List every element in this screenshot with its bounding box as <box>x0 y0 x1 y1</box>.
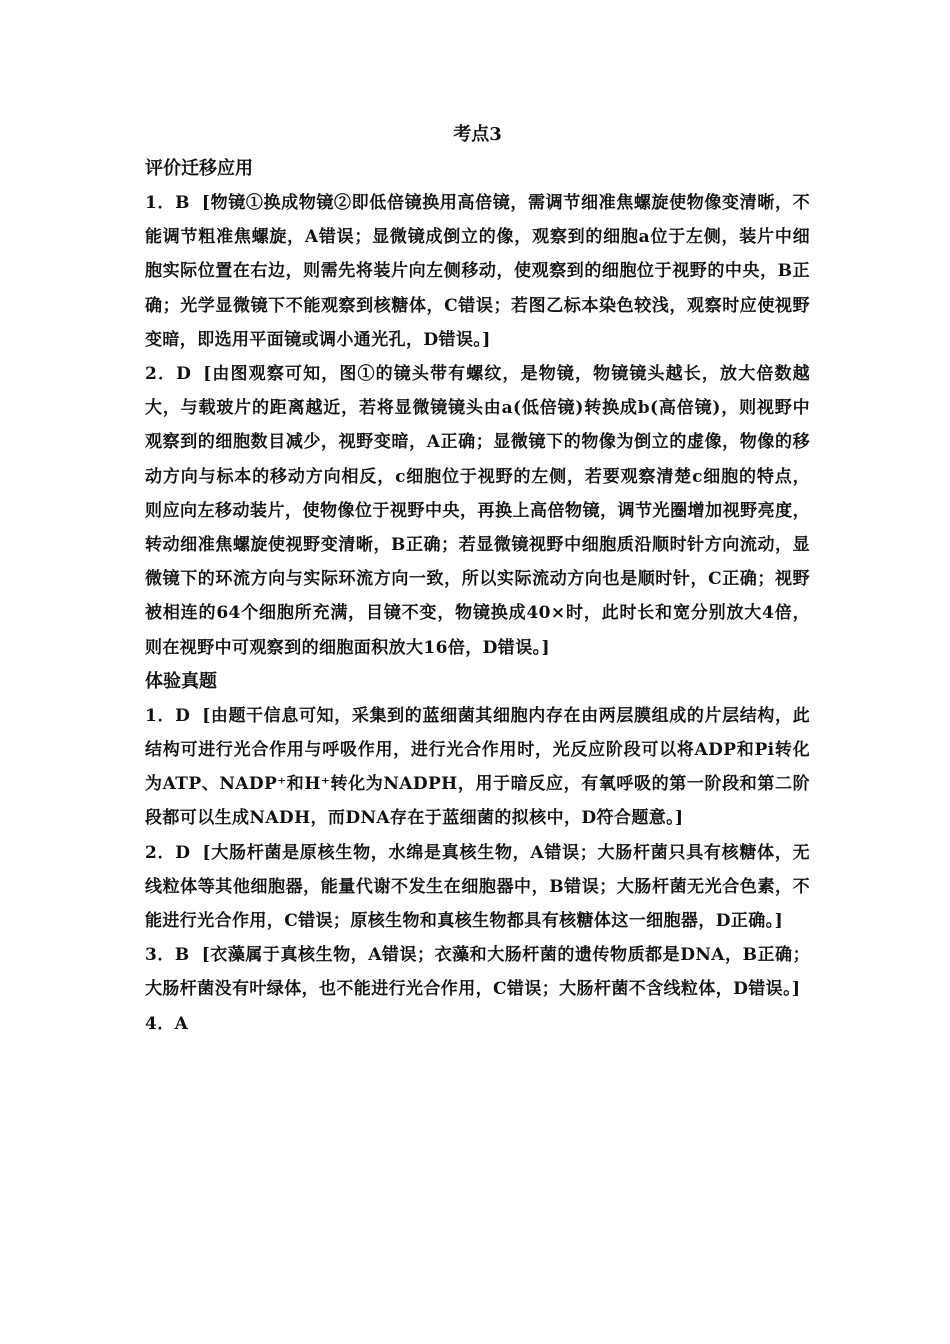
answer-item <box>145 1007 810 1041</box>
item-answer: B <box>174 945 190 966</box>
item-number: 1． <box>145 705 176 726</box>
answer-page <box>145 118 810 1041</box>
item-number: 1． <box>145 193 176 213</box>
item-number: 4． <box>145 1013 175 1034</box>
item-number: 2． <box>145 842 176 863</box>
item-explanation: [物镜①换成物镜②即低倍镜换用高倍镜，需调节细准焦螺旋使物像变清晰，不能调节粗准焦螺旋，A错误；显微镜成倒立的像，观察到的细胞a位于左侧，装片中细胞实际位置在右边，则需先将装片向左侧移动，使观察到的细胞位于视野的中央，B正确；光学显微镜下不能观察到核糖体，C错误；若图乙标本染色较浅，观察时应使视野变暗，即选用平面镜或调小通光孔，D错误。] <box>145 193 810 350</box>
item-answer: D <box>175 705 191 726</box>
item-explanation: [衣藻属于真核生物，A错误；衣藻和大肠杆菌的遗传物质都是DNA，B正确；大肠杆菌没有叶绿体，也不能进行光合作用，C错误；大肠杆菌不含线粒体，D错误。] <box>145 945 810 1000</box>
answer-item <box>145 699 810 836</box>
item-explanation: [由图观察可知，图①的镜头带有螺纹，是物镜，物镜镜头越长，放大倍数越大，与载玻片的距离越近，若将显微镜镜头由a(低倍镜)转换成b(高倍镜)，则视野中观察到的细胞数目减少，视野变暗，A正确；显微镜下的物像为倒立的虚像，物像的移动方向与标本的移动方向相反，c细胞位于视野的左侧，若要观察清楚c细胞的特点，则应向左移动装片，使物像位于视野中央，再换上高倍物镜，调节光圈增加视野亮度，转动细准焦螺旋使视野变清晰，B正确；若显微镜视野中细胞质沿顺时针方向流动，显微镜下的环流方向与实际环流方向一致，所以实际流动方向也是顺时针，C正确；视野被相连的64个细胞所充满，目镜不变，物镜换成40×时，此时长和宽分别放大4倍，则在视野中可观察到的细胞面积放大16倍，D错误。] <box>145 364 810 658</box>
item-answer: B <box>175 193 190 213</box>
item-number: 3． <box>145 945 175 966</box>
item-answer: D <box>175 842 191 863</box>
answer-item <box>145 186 810 357</box>
answer-item <box>145 938 810 1006</box>
page-title: 考点3 <box>453 124 502 145</box>
answer-item <box>145 357 810 665</box>
item-number: 2． <box>145 364 177 385</box>
item-explanation: [大肠杆菌是原核生物，水绵是真核生物，A错误；大肠杆菌只具有核糖体，无线粒体等其他细胞器，能量代谢不发生在细胞器中，B错误；大肠杆菌无光合色素，不能进行光合作用，C错误；原核生物和真核生物都具有核糖体这一细胞器，D正确。] <box>145 842 810 932</box>
section-heading-evaluation: 评价迁移应用 <box>145 158 253 179</box>
item-answer: D <box>176 364 192 385</box>
item-explanation: [由题干信息可知，采集到的蓝细菌其细胞内存在由两层膜组成的片层结构，此结构可进行光合作用与呼吸作用，进行光合作用时，光反应阶段可以将ADP和Pi转化为ATP、NADP⁺和H⁺转化为NADPH，用于暗反应，有氧呼吸的第一阶段和第二阶段都可以生成NADH，而DNA存在于蓝细菌的拟核中，D符合题意。] <box>145 705 810 829</box>
item-answer: A <box>174 1013 189 1034</box>
answer-item <box>145 836 810 939</box>
section-heading-real-exam: 体验真题 <box>145 670 217 692</box>
